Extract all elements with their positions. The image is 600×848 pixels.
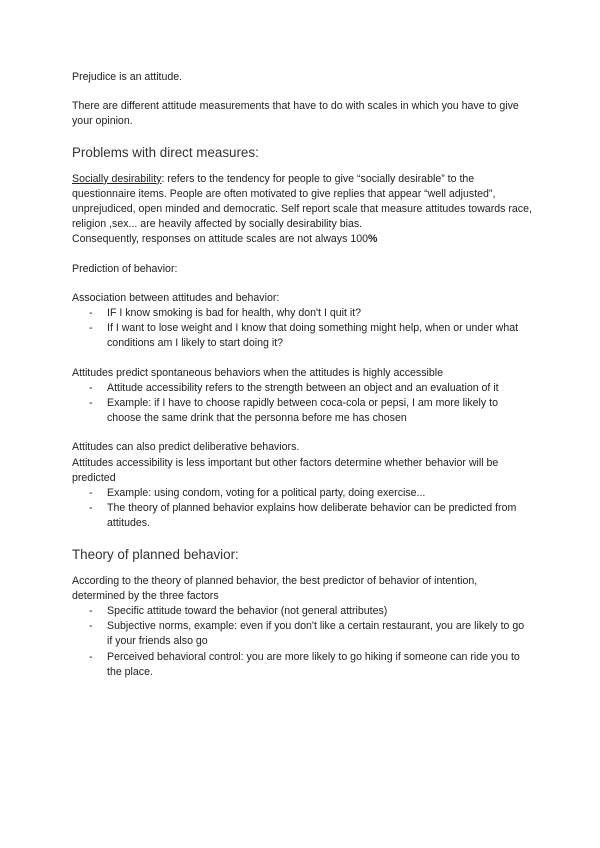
intro-line: Prejudice is an attitude. — [72, 71, 183, 83]
association-intro: Association between attitudes and behavior: — [72, 291, 280, 304]
list-item: - IF I know smoking is bad for health, why don't I quit it? — [72, 306, 532, 321]
spontaneous-intro: Attitudes predict spontaneous behaviors when the attitudes is highly accessible — [72, 366, 444, 379]
deliberative-paragraph: Attitudes accessibility is less important but other factors determine whether behavior will be predicted — [72, 456, 499, 484]
theory-list — [72, 604, 532, 680]
spontaneous-list — [72, 381, 532, 427]
list-item: - Specific attitude toward the behavior (not general attributes) — [72, 604, 532, 619]
document-page — [72, 70, 532, 680]
list-item: - If I want to lose weight and I know that doing something might help, when or under what conditions am I likely to start doing it? — [72, 321, 532, 351]
list-item: - Attitude accessibility refers to the strength between an object and an evaluation of it — [72, 381, 532, 396]
social-desirability-paragraph — [72, 172, 532, 233]
social-desirability-definition: : refers to the tendency for people to give “socially desirable” to the questionnaire items. People are often motivated to give replies that appear “well adjusted”, unprejudiced, open minded and democratic. Self report scale that measure attitudes towards race, religion ,sex... are heavily affected by socially desirability bias. — [72, 172, 532, 231]
association-list — [72, 306, 532, 352]
list-item: - Subjective norms, example: even if you don't like a certain restaurant, you are likely to go if your friends also go — [72, 619, 532, 649]
deliberative-line: Attitudes can also predict deliberative behaviors. — [72, 441, 300, 454]
theory-intro: According to the theory of planned behavior, the best predictor of behavior of intention, determined by the three factors — [72, 574, 478, 602]
intro-paragraph: There are different attitude measurements that have to do with scales in which you have to give your opinion. — [72, 100, 519, 128]
social-desirability-term: Socially desirability — [72, 172, 162, 185]
prediction-heading: Prediction of behavior: — [72, 262, 178, 275]
consequence-line: Consequently, responses on attitude scales are not always 100% — [72, 233, 378, 246]
list-item: - The theory of planned behavior explains how deliberate behavior can be predicted from attitudes. — [72, 501, 532, 531]
list-item: - Perceived behavioral control: you are more likely to go hiking if someone can ride you to the place. — [72, 650, 532, 680]
list-item: - Example: if I have to choose rapidly between coca-cola or pepsi, I am more likely to choose the same drink that the personna before me has chosen — [72, 396, 532, 426]
theory-heading: Theory of planned behavior: — [72, 546, 239, 562]
problems-heading: Problems with direct measures: — [72, 144, 259, 160]
deliberative-list — [72, 486, 532, 532]
list-item: - Example: using condom, voting for a political party, doing exercise... — [72, 486, 532, 501]
